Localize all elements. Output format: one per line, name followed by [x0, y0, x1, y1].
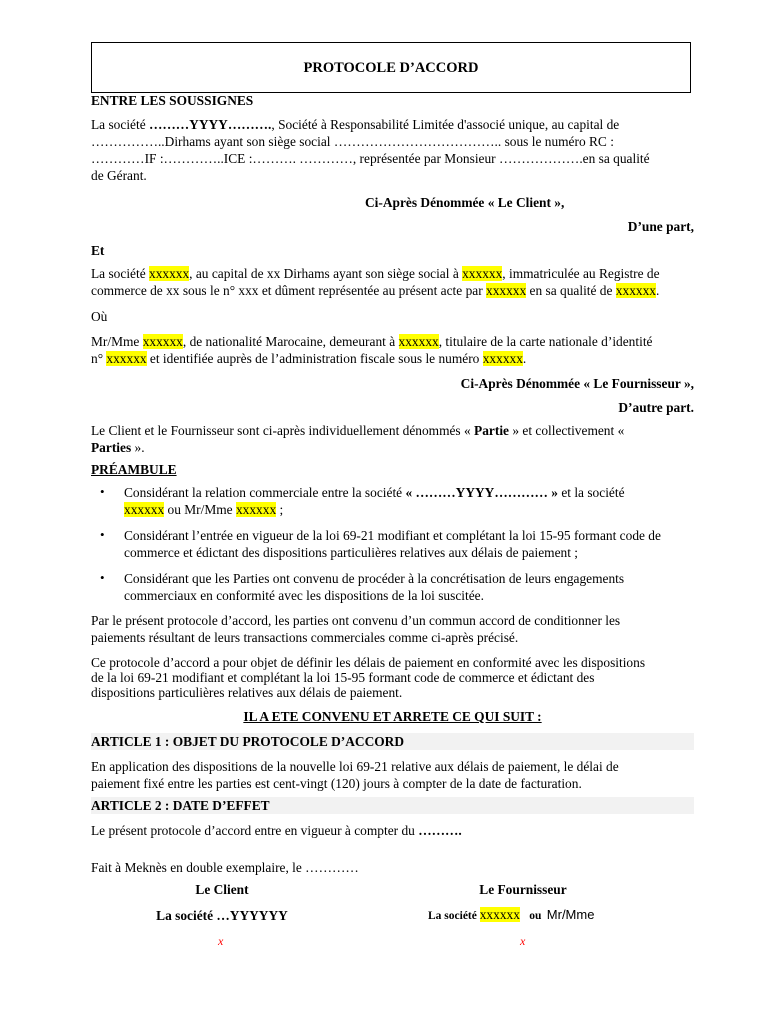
placeholder-highlight: xxxxxx	[106, 351, 147, 366]
supplier-denomination: Ci-Après Dénommée « Le Fournisseur »,	[460, 376, 694, 391]
signature-supplier-label: Le Fournisseur	[479, 882, 567, 897]
placeholder-highlight: xxxxxx	[398, 334, 439, 349]
article-1-title: ARTICLE 1 : OBJET DU PROTOCOLE D’ACCORD	[91, 733, 694, 750]
supplier-company-paragraph: La société xxxxxx, au capital de xx Dirhams ayant son siège social à xxxxxx, immatriculée au Registre de commerce de xx sous le n° xxx et dûment représentée au présent acte par xxxxxx en sa qualité de xxxxxx.	[91, 266, 660, 298]
article-1-body: En application des dispositions de la nouvelle loi 69-21 relative aux délais de paiement, le délai de paiement fixé entre les parties est cent-vingt (120) jours à compter de la date de facturation.	[91, 759, 619, 791]
signature-mark-supplier: x	[520, 934, 526, 948]
placeholder-highlight: xxxxxx	[235, 502, 277, 517]
article-2-title: ARTICLE 2 : DATE D’EFFET	[91, 797, 694, 814]
fait-a-line: Fait à Meknès en double exemplaire, le …………	[91, 860, 359, 875]
signature-supplier-company: La société xxxxxx ou Mr/Mme	[428, 907, 595, 922]
placeholder-highlight: xxxxxx	[462, 266, 503, 281]
preambule-item-3: Considérant que les Parties ont convenu de procéder à la concrétisation de leurs engagements commerciaux en conformité avec les dispositions de la loi suscitée.	[124, 571, 625, 603]
signature-client-label: Le Client	[195, 882, 249, 897]
placeholder-highlight: xxxxxx	[124, 502, 165, 517]
bullet-icon: •	[100, 570, 105, 585]
preambule-heading: PRÉAMBULE	[91, 462, 177, 477]
placeholder-highlight: xxxxxx	[142, 334, 183, 349]
preambule-item-1: Considérant la relation commerciale entre la société « ………YYYY………… » et la société xxxxxx ou Mr/Mme xxxxxx ;	[124, 485, 625, 517]
convenu-heading: IL A ETE CONVENU ET ARRETE CE QUI SUIT :	[243, 709, 542, 724]
et-label: Et	[91, 243, 105, 258]
signature-mark-client: x	[218, 934, 224, 948]
title-box	[91, 42, 691, 93]
placeholder-highlight: xxxxxx	[149, 266, 190, 281]
placeholder-highlight: xxxxxx	[482, 351, 523, 366]
bullet-icon: •	[100, 484, 105, 499]
client-denomination: Ci-Après Dénommée « Le Client »,	[365, 195, 565, 210]
client-paragraph: La société ………YYYY………., Société à Responsabilité Limitée d'associé unique, au capital de ……………..Dirhams ayant son siège social ……………………………….. sous le numéro RC : …………IF :…………..ICE :………. …………, représentée par Monsieur ……………….en sa qualité de Gérant.	[91, 117, 650, 183]
placeholder-highlight: xxxxxx	[479, 907, 520, 922]
paragraph-objet: Ce protocole d’accord a pour objet de définir les délais de paiement en conformité avec les dispositions de la loi 69-21 modifiant et complétant la loi 15-95 formant code de commerce et édictant des dispositions particulières relatives aux délais de paiement.	[91, 655, 646, 700]
placeholder-highlight: xxxxxx	[486, 283, 527, 298]
signature-client-company: La société …YYYYYY	[156, 908, 288, 923]
article-2-body: Le présent protocole d’accord entre en vigueur à compter du ……….	[91, 823, 462, 838]
paragraph-conditions: Par le présent protocole d’accord, les parties ont convenu d’un commun accord de conditionner les paiements résultant de leurs transactions commerciales comme ci-après précisé.	[91, 613, 621, 645]
document-title: PROTOCOLE D’ACCORD	[303, 60, 479, 76]
ou-label: Où	[91, 309, 108, 324]
placeholder-highlight: xxxxxx	[615, 283, 656, 298]
bullet-icon: •	[100, 527, 105, 542]
parties-heading: ENTRE LES SOUSSIGNES	[91, 93, 254, 108]
preambule-item-2: Considérant l’entrée en vigueur de la loi 69-21 modifiant et complétant la loi 15-95 formant code de commerce et édictant des dispositions particulières relatives aux délais de paiement ;	[124, 528, 661, 560]
supplier-part: D’autre part.	[618, 400, 694, 415]
client-part: D’une part,	[627, 219, 694, 234]
parties-definition: Le Client et le Fournisseur sont ci-après individuellement dénommés « Partie » et collectivement « Parties ».	[91, 423, 625, 455]
supplier-person-paragraph: Mr/Mme xxxxxx, de nationalité Marocaine, demeurant à xxxxxx, titulaire de la carte nationale d’identité n° xxxxxx et identifiée auprès de l’administration fiscale sous le numéro xxxxxx.	[91, 334, 653, 366]
